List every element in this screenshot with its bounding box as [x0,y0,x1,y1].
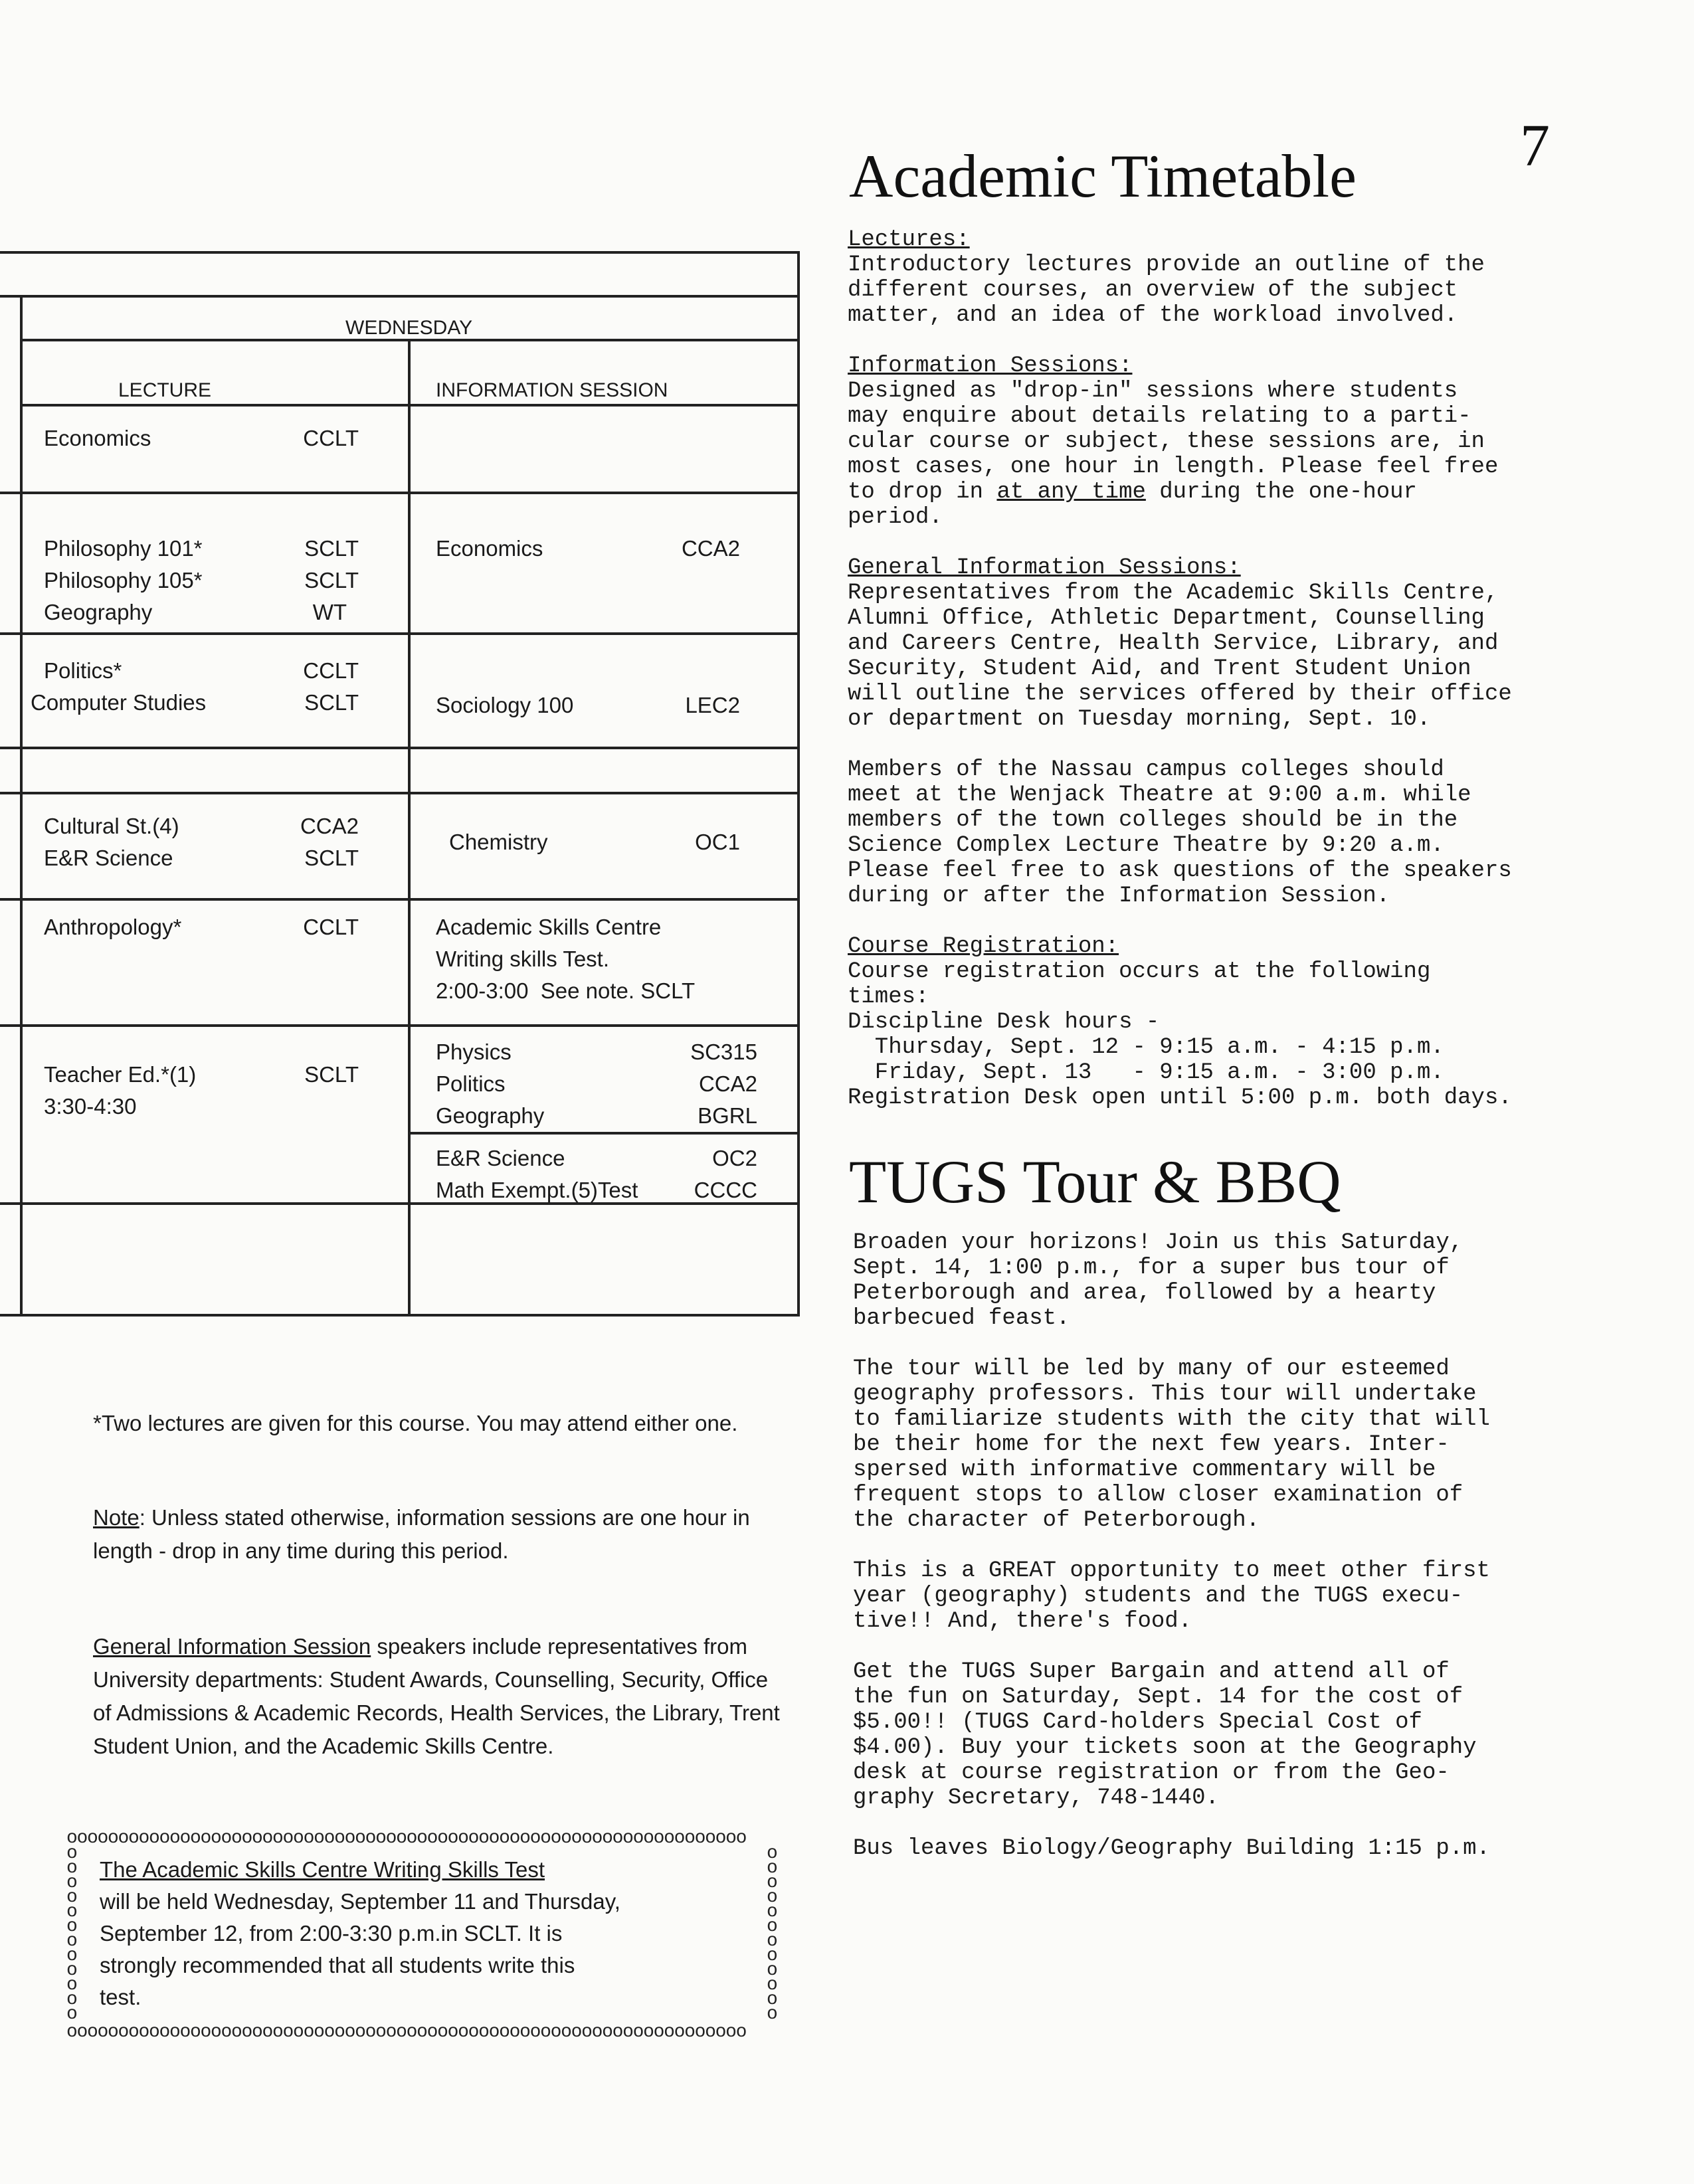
members-paragraph: Members of the Nassau campus colleges should meet at the Wenjack Theatre at 9:00 a.m. while members of the town colleges should be in the Science Complex Lecture Theatre by 9:20 a.m. Please feel free to ask questions of the speakers during or after the Information Session. [848,757,1512,909]
registration-title: Course Registration: [848,934,1119,959]
gis-paragraph [93,1630,784,1763]
info-course: Politics [436,1071,506,1096]
box-line: The Academic Skills Centre Writing Skills Test [100,1857,545,1882]
lecture-room: CCLT [303,915,359,939]
info-room: CCCC [694,1178,757,1202]
box-border-top: oooooooooooooooooooooooooooooooooooooooooooooooooooooooooooooooooo [66,1828,747,1849]
info-note-line: Writing skills Test. [436,947,610,971]
info-course: Physics [436,1040,512,1064]
lecture-room: WT [312,600,347,624]
tugs-article [853,1230,1683,1861]
timetable [0,251,800,1314]
lecture-room: CCLT [303,426,359,450]
box-border-left: oooooooooooo [66,1847,77,2022]
page-number: 7 [1520,113,1550,179]
tugs-paragraph: Bus leaves Biology/Geography Building 1:15 p.m. [853,1836,1490,1861]
lecture-course: Geography [44,600,153,624]
box-line: will be held Wednesday, September 11 and Thursday, [100,1889,620,1914]
info-column-header: INFORMATION SESSION [436,379,668,401]
day-header: WEDNESDAY [345,317,473,339]
academic-timetable-article [848,227,1678,1111]
tugs-paragraph: Get the TUGS Super Bargain and attend all of the fun on Saturday, Sept. 14 for the cost of $5.00!! (TUGS Card-holders Special Cost of $4.00). Buy your tickets soon at the Geography desk at course registration or from the Geo- graphy Secretary, 748-1440. [853,1659,1477,1811]
lecture-room: SCLT [304,1062,359,1087]
lecture-room: SCLT [304,690,359,715]
info-room: LEC2 [685,693,740,717]
info-course: Geography [436,1103,545,1128]
box-line: strongly recommended that all students write this [100,1953,575,1977]
info-room: OC1 [695,830,740,854]
lecture-course: Philosophy 101* [44,536,203,561]
box-line: September 12, from 2:00-3:30 p.m.in SCLT. It is [100,1921,563,1946]
general-info-title: General Information Sessions: [848,555,1241,581]
lecture-course: Politics* [44,658,122,683]
info-room: CCA2 [698,1071,757,1096]
footnote: *Two lectures are given for this course. You may attend either one. [93,1411,738,1435]
lecture-course: Teacher Ed.*(1) [44,1062,197,1087]
info-course: Sociology 100 [436,693,574,717]
lecture-room: SCLT [304,846,359,870]
lecture-room: SCLT [304,568,359,592]
info-course: E&R Science [436,1146,565,1170]
info-room: OC2 [712,1146,757,1170]
lecture-course: Computer Studies [31,690,207,715]
info-course: Chemistry [449,830,548,854]
info-note-line: 2:00-3:00 See note. SCLT [436,978,696,1003]
tugs-paragraph: This is a GREAT opportunity to meet other first year (geography) students and the TUGS execu- tive!! And, there's food. [853,1558,1490,1634]
note-paragraph [93,1501,784,1568]
note-label: Note [93,1505,140,1530]
info-sessions-title: Information Sessions: [848,353,1133,379]
tugs-title: TUGS Tour & BBQ [849,1148,1341,1216]
box-border-bottom: oooooooooooooooooooooooooooooooooooooooooooooooooooooooooooooooooo [66,2022,747,2043]
info-sessions-text: Designed as "drop-in" sessions where students may enquire about details relating to a parti- cular course or subject, these sessions are, in most cases, one hour in length. Please feel free to drop in [848,379,1499,505]
lecture-time: 3:30-4:30 [44,1094,137,1119]
box-line: test. [100,1985,141,2009]
box-border-right: oooooooooooo [767,1847,777,2022]
gis-label: General Information Session [93,1634,371,1659]
lectures-body: Introductory lectures provide an outline of the different courses, an overview of the subject matter, and an idea of the workload involved. [848,252,1485,328]
info-room: BGRL [698,1103,757,1128]
info-sessions-emphasis: at any time [996,480,1146,505]
writing-test-box [66,1828,780,2042]
lecture-course: Anthropology* [44,915,182,939]
tugs-paragraph: The tour will be led by many of our esteemed geography professors. This tour will undertake to familiarize students with the city that will be their home for the next few years. Inter- spersed with informative commentary will be frequent stops to allow closer examination of the character of Peterborough. [853,1356,1490,1533]
lecture-course: Philosophy 105* [44,568,203,592]
info-room: CCA2 [681,536,740,561]
registration-body: Course registration occurs at the following times: Discipline Desk hours - Thursday, Sept. 12 - 9:15 a.m. - 4:15 p.m. Friday, Sept. 13 - 9:15 a.m. - 3:00 p.m. Registration Desk open until 5:00 p.m. both days. [848,959,1512,1111]
info-course: Economics [436,536,543,561]
academic-timetable-title: Academic Timetable [849,142,1357,210]
lecture-room: CCA2 [300,814,359,838]
lecture-course: E&R Science [44,846,173,870]
lectures-title: Lectures: [848,227,970,252]
lecture-course: Economics [44,426,151,450]
info-note-line: Academic Skills Centre [436,915,662,939]
tugs-paragraph: Broaden your horizons! Join us this Saturday, Sept. 14, 1:00 p.m., for a super bus tour of Peterborough and area, followed by a hearty barbecued feast. [853,1230,1463,1331]
info-sessions-tail: during the one-hour period. [848,480,1417,530]
lecture-room: CCLT [303,658,359,683]
info-room: SC315 [690,1040,757,1064]
info-course: Math Exempt.(5)Test [436,1178,638,1202]
general-info-body: Representatives from the Academic Skills Centre, Alumni Office, Athletic Department, Counselling and Careers Centre, Health Service, Library, and Security, Student Aid, and Trent Student Union will outline the services offered by their office or department on Tuesday morning, Sept. 10. [848,581,1512,732]
info-sessions-body [848,379,1678,530]
note-text: : Unless stated otherwise, information sessions are one hour in length - drop in any time during this period. [93,1505,750,1563]
lecture-column-header: LECTURE [118,379,212,401]
lecture-course: Cultural St.(4) [44,814,179,838]
lecture-room: SCLT [304,536,359,561]
gis-text: speakers include representatives from University departments: Student Awards, Counselling, Security, Office of Admissions & Academic Records, Health Services, the Library, Trent Student Union, and the Academic Skills Centre. [93,1634,780,1758]
